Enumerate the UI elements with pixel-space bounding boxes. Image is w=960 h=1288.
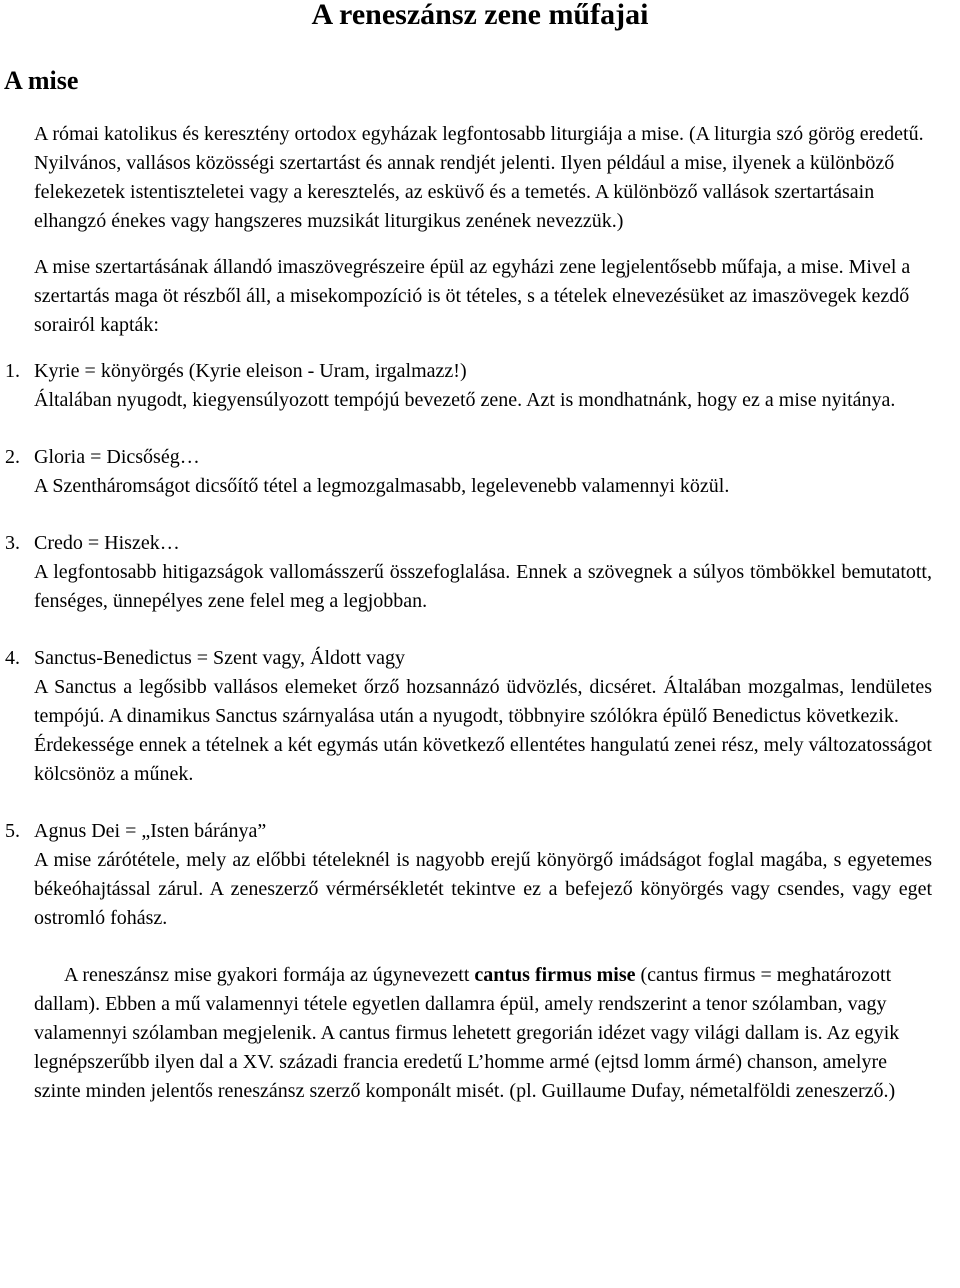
list-item (5, 644, 932, 789)
item-number: 4. (5, 647, 20, 669)
item-number: 5. (5, 820, 20, 842)
closing-text-after: (cantus firmus = meghatározott dallam). Ebben a mű valamennyi tétele egyetlen dallamra épül, amely rendszerint a tenor szólamban, vagy valamennyi szólamban megjelenik. A cantus firmus lehetett gregorián idézet vagy világi dallam is. Az egyik legnépszerűbb ilyen dal a XV. századi francia eredetű L’homme armé (ejtsd lomm ármé) chanson, amelyre szinte minden jelentős reneszánsz szerző komponált misét. (pl. Guillaume Dufay, németalföldi zeneszerző.) (34, 964, 900, 1102)
list-item (5, 357, 932, 415)
intro-paragraph: A római katolikus és keresztény ortodox egyházak legfontosabb liturgiája a mise. (A liturgia szó görög eredetű. Nyilvános, vallásos közösségi szertartást és annak rendjét jelenti. Ilyen például a mise, ilyenek a különböző felekezetek istentiszteletei vagy a keresztelés, az esküvő és a temetés. A különböző vallások szertartásain elhangzó énekes vagy hangszeres muzsikát liturgikus zenének nevezzük.) (34, 123, 924, 232)
item-heading: Sanctus-Benedictus = Szent vagy, Áldott vagy (34, 647, 406, 669)
item-text: A legfontosabb hitigazságok vallomásszerű összefoglalása. Ennek a szövegnek a súlyos tömbökkel bemutatott, fenséges, ünnepélyes zene felel meg a legjobban. (34, 561, 932, 612)
closing-paragraph (34, 961, 932, 1106)
item-heading: Credo = Hiszek… (34, 532, 180, 554)
list-item (5, 443, 932, 501)
item-text: A Sanctus a legősibb vallásos elemeket őrző hozsannázó üdvözlés, dicséret. Általában mozgalmas, lendületes tempójú. A dinamikus Sanctus szárnyalása után a nyugodt, többnyire szólókra épülő Benedictus következik. (34, 676, 932, 727)
list-item (5, 817, 932, 933)
item-number: 3. (5, 532, 20, 554)
item-heading: Agnus Dei = „Isten báránya” (34, 820, 267, 842)
item-text: A Szentháromságot dicsőítő tétel a legmozgalmasabb, legelevenebb valamennyi közül. (34, 475, 730, 497)
item-heading: Kyrie = könyörgés (Kyrie eleison - Uram, irgalmazz!) (34, 360, 467, 382)
section-heading: A mise (4, 66, 79, 95)
closing-text-before: A reneszánsz mise gyakori formája az úgynevezett (64, 964, 475, 986)
item-number: 2. (5, 446, 20, 468)
document-body (5, 120, 932, 1106)
item-text-2: Érdekessége ennek a tételnek a két egymás után következő ellentétes hangulatú zenei rész, mely változatosságot kölcsönöz a műnek. (34, 734, 932, 785)
item-number: 1. (5, 360, 20, 382)
cantus-firmus-term: cantus firmus mise (474, 964, 636, 986)
page-title: A reneszánsz zene műfajai (311, 0, 649, 31)
item-heading: Gloria = Dicsőség… (34, 446, 200, 468)
item-text: Általában nyugodt, kiegyensúlyozott tempójú bevezető zene. Azt is mondhatnánk, hogy ez a mise nyitánya. (34, 389, 896, 411)
structure-paragraph: A mise szertartásának állandó imaszövegrészeire épül az egyházi zene legjelentősebb műfaja, a mise. Mivel a szertartás maga öt részből áll, a misekompozíció is öt tételes, s a tételek elnevezésüket az imaszövegek kezdő sorairól kapták: (34, 256, 911, 336)
list-item (5, 529, 932, 616)
item-text: A mise zárótétele, mely az előbbi tételeknél is nagyobb erejű könyörgő imádságot foglal magába, s egyetemes békeóhajtással zárul. A zeneszerző vérmérsékletét tekintve ez a befejező könyörgés vagy csendes, vagy eget ostromló fohász. (34, 849, 932, 929)
